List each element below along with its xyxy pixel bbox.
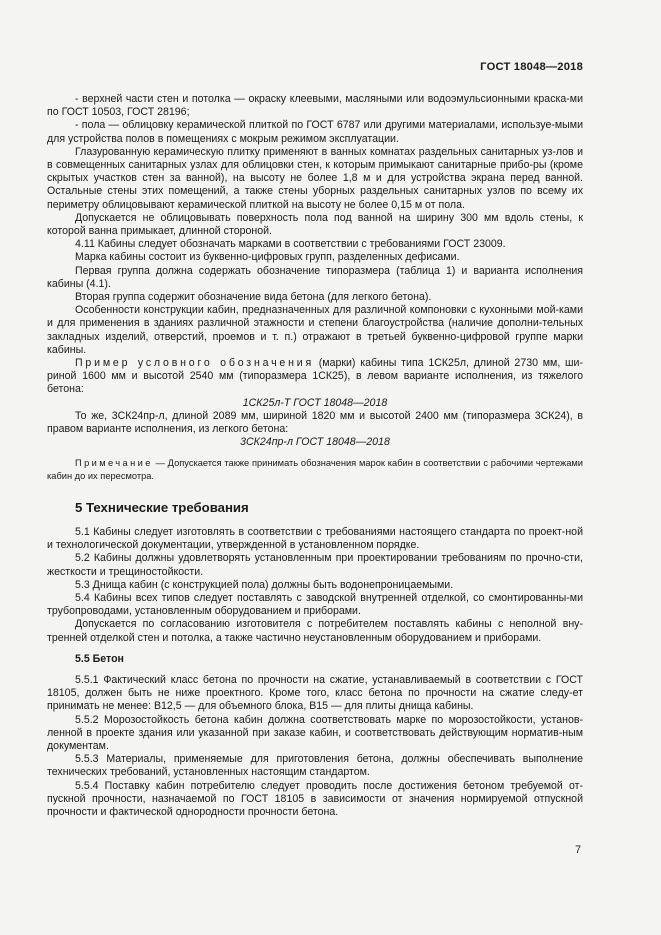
paragraph-same-example: То же, 3СК24пр-л, длиной 2089 мм, шириной 1820 мм и высотой 2400 мм (типоразмера 3СК24), в правом варианте исполнения, из легкого бетона:: [47, 409, 583, 436]
page-header-standard: ГОСТ 18048—2018: [480, 61, 583, 73]
paragraph-5-3: 5.3 Днища кабин (с конструкцией пола) должны быть водонепроницаемыми.: [75, 578, 454, 591]
paragraph-5-2: 5.2 Кабины должны удовлетворять установленным при проектировании требованиям по прочно-сти, жесткости и трещиностойкости.: [47, 552, 583, 578]
page-number: 7: [575, 844, 581, 856]
example-text: (марки) кабины типа 1СК25л, длиной 2730 мм, ши-риной 1600 мм и высотой 2540 мм (типоразмера 1СК25), в левом варианте исполнения, из тяжелого бетона:: [47, 357, 583, 396]
paragraph-glazed-tile: Глазурованную керамическую плитку применяют в ванных комнатах раздельных санитарных уз-лов и в совмещенных санитарных узлах для облицовки стен, к которым примыкают санитарные прибо-ры (кроме скрытых участков стен за ванной), на высоту не более 1,8 м и для устройства экрана перед ванной. Остальные стены этих помещений, а также стены уборных раздельных санитарных узлов по всему их периметру облицовывают керамической плиткой на высоту не более 0,15 м от пола.: [47, 145, 583, 211]
note-lead: Примечание: [75, 458, 153, 469]
paragraph-5-1: 5.1 Кабины следует изготовлять в соответствии с требованиями настоящего стандарта по проект-ной и технологической документации, утвержденной в установленном порядке.: [47, 525, 583, 552]
section-5-heading: 5 Технические требования: [75, 499, 249, 515]
paragraph-5-5-3: 5.5.3 Материалы, применяемые для приготовления бетона, должны обеспечивать выполнение технических требований, установленных настоящим стандартом.: [47, 753, 583, 779]
paragraph-design-features: Особенности конструкции кабин, предназначенных для различной компоновки с кухонными мой-ками и для применения в зданиях различной этажности и степени благоустройства (наличие дополни-тельных закладных изделий, отверстий, проемов и т. п.) отражают в третьей буквенно-цифровой группе марки кабины.: [47, 304, 583, 356]
designation-code-2: 3СК24пр-л ГОСТ 18048—2018: [240, 436, 390, 449]
paragraph-5-5-2: 5.5.2 Морозостойкость бетона кабин должна соответствовать марке по морозостойкости, установ-ленной в проекте здания или указанной при заказе кабин, и соответствовать действующим норматив-ным документам.: [47, 713, 583, 752]
paragraph-5-5-1: 5.5.1 Фактический класс бетона по прочности на сжатие, устанавливаемый в соответствии с ГОСТ 18105, должен быть не ниже проектного. Кроме того, класс бетона по прочности на сжатие следу-ет принимать не менее: В12,5 — для объемного блока, В15 — для плиты днища кабины.: [47, 673, 583, 713]
paragraph-first-group: Первая группа должна содержать обозначение типоразмера (таблица 1) и варианта исполнения кабины (4.1).: [47, 264, 583, 290]
document-body: [47, 93, 583, 819]
paragraph-5-4-allowance: Допускается по согласованию изготовителя с потребителем поставлять кабины с неполной вну-тренней отделкой стен и потолка, а также частично неустановленным оборудованием и приборами.: [47, 618, 583, 644]
paragraph-5-5-4: 5.5.4 Поставку кабин потребителю следует проводить после достижения бетоном требуемой от-пускной прочности, назначаемой по ГОСТ 18105 в зависимости от значения нормируемой отпускной прочности и фактической однородности прочности бетона.: [47, 779, 583, 818]
paragraph-floor-tiling: - пола — облицовку керамической плиткой по ГОСТ 6787 или другими материалами, используе-мыми для устройства полов в помещениях с мокрым режимом эксплуатации.: [47, 119, 583, 145]
paragraph-floor-under-bath: Допускается не облицовывать поверхность пола под ванной на ширину 300 мм вдоль стены, к которой ванна примыкает, длинной стороной.: [47, 211, 583, 238]
paragraph-second-group: Вторая группа содержит обозначение вида бетона (для легкого бетона).: [75, 291, 432, 304]
paragraph-5-4: 5.4 Кабины всех типов следует поставлять с заводской внутренней отделкой, со смонтированны-ми трубопроводами, установленным оборудованием и приборами.: [47, 591, 583, 618]
section-5-5-heading: 5.5 Бетон: [75, 652, 124, 665]
note: [47, 457, 583, 481]
designation-code-1: 1СК25л-Т ГОСТ 18048—2018: [242, 396, 388, 409]
paragraph-wall-painting: - верхней части стен и потолка — окраску клеевыми, масляными или водоэмульсионными краска-ми по ГОСТ 10503, ГОСТ 28196;: [47, 93, 583, 119]
paragraph-4-11: 4.11 Кабины следует обозначать марками в соответствии с требованиями ГОСТ 23009.: [75, 238, 506, 251]
example-lead: Пример условного обозначения: [75, 357, 314, 370]
note-text: — Допускается также принимать обозначения марок кабин в соответствии с рабочими чертежами кабин до их пересмотра.: [47, 458, 583, 481]
paragraph-example: [47, 357, 583, 397]
paragraph-mark-structure: Марка кабины состоит из буквенно-цифровых групп, разделенных дефисами.: [75, 251, 460, 264]
